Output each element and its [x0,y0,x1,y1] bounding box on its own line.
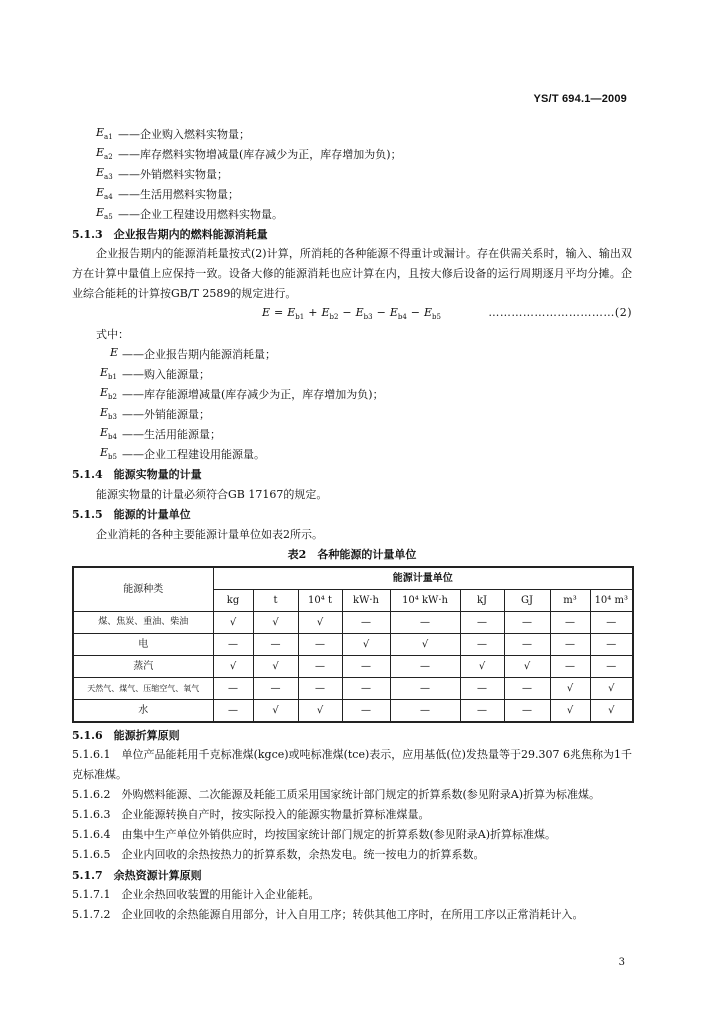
definition-item [72,124,632,144]
table-cell: — [460,700,504,723]
table-cell: — [298,634,342,656]
table-cell: — [504,612,550,634]
section-paragraph: 企业报告期内的能源消耗量按式(2)计算，所消耗的各种能源不得重计或漏计。存在供需关系时，输入、输出双方在计算中量值上应保持一致。设备大修的能源消耗也应计算在内，且按大修后设备的运行周期逐月平均分摊。企业综合能耗的计算按GB/T 2589的规定进行。 [72,247,632,300]
symbol: E [110,345,119,359]
clause-5-1-7-1: 5.1.7.1 企业余热回收装置的用能计入企业能耗。 [72,888,320,901]
table-cell: √ [390,634,460,656]
table-cell: — [213,634,253,656]
definition-item [72,184,632,204]
unit-header: kW·h [342,590,390,612]
fuel-definitions [72,124,632,224]
table-cell: — [342,700,390,723]
row-label: 电 [73,634,213,656]
section-heading-5-1-7: 5.1.7 余热资源计算原则 [72,868,202,882]
table-caption: 表2 各种能源的计量单位 [287,548,417,561]
definition-text: ——库存能源增减量(库存减少为正，库存增加为负)； [122,387,384,401]
definition-item [72,364,632,384]
clause-5-1-7-2: 5.1.7.2 企业回收的余热能源自用部分，计入自用工序；转供其他工序时，在所用工序以正常消耗计入。 [72,908,584,921]
definition-item [72,384,632,404]
unit-header: kJ [460,590,504,612]
table-cell: — [390,678,460,700]
table-cell: √ [253,656,298,678]
clause-5-1-6-1: 5.1.6.1 单位产品能耗用千克标准煤(kgce)或吨标准煤(tce)表示，应用基低(位)发热量等于29.307 6兆焦称为1千克标准煤。 [72,748,632,781]
where-label: 式中： [96,327,129,341]
page-content [72,124,632,925]
table-cell: — [298,656,342,678]
table-cell: — [460,634,504,656]
row-label: 水 [73,700,213,723]
table-cell: — [460,678,504,700]
row-label: 煤、焦炭、重油、柴油 [73,612,213,634]
symbol: $E_{b1}$ [100,365,117,382]
page-number: 3 [618,957,625,968]
table-cell: √ [213,656,253,678]
table-cell: — [253,678,298,700]
clause-5-1-6-5: 5.1.6.5 企业内回收的余热按热力的折算系数，余热发电。统一按电力的折算系数。 [72,848,485,861]
section-heading-5-1-5: 5.1.5 能源的计量单位 [72,507,191,521]
section-heading-5-1-3: 5.1.3 企业报告期内的燃料能源消耗量 [72,227,268,241]
document-id: YS/T 694.1—2009 [533,93,627,105]
table-cell: √ [298,700,342,723]
clause-5-1-6-3: 5.1.6.3 企业能源转换自产时，按实际投入的能源实物量折算标准煤量。 [72,808,430,821]
definition-text: ——企业购入燃料实物量； [118,127,250,141]
definition-item [72,144,632,164]
symbol: $E_{a1}$ [96,125,113,142]
definition-item [72,444,632,464]
table-cell: √ [213,612,253,634]
table-cell: — [342,656,390,678]
table-cell: √ [253,700,298,723]
table-cell: — [390,700,460,723]
equation-number: ……………………………(2) [488,306,632,319]
table-header-units: 能源计量单位 [213,567,633,590]
table-row [73,612,633,634]
table-row [73,634,633,656]
definition-text: ——生活用燃料实物量； [118,187,239,201]
table-cell: — [504,678,550,700]
symbol: $E_{a3}$ [96,165,113,182]
definition-text: ——外销燃料实物量； [118,167,228,181]
row-label: 蒸汽 [73,656,213,678]
table-cell: √ [253,612,298,634]
definition-text: ——生活用能源量； [122,427,221,441]
table-cell: √ [342,634,390,656]
unit-header: 10⁴ t [298,590,342,612]
formula-expression: $E = E_{b1} + E_{b2} - E_{b3} - E_{b4} - E_{b5}$ [262,306,441,322]
table-cell: — [390,656,460,678]
table-row [73,656,633,678]
symbol: $E_{a5}$ [96,205,113,222]
table-cell: — [213,700,253,723]
definition-text: ——库存燃料实物增减量(库存减少为正，库存增加为负)； [118,147,402,161]
symbol: $E_{b4}$ [100,425,117,442]
clause-5-1-6-2: 5.1.6.2 外购燃料能源、二次能源及耗能工质采用国家统计部门规定的折算系数(参见附录A)折算为标准煤。 [72,788,601,801]
section-text: 企业消耗的各种主要能源计量单位如表2所示。 [96,527,323,541]
table-cell: — [504,700,550,723]
symbol: $E_{b5}$ [100,445,117,462]
section-heading-5-1-4: 5.1.4 能源实物量的计量 [72,467,202,481]
definition-text: ——企业工程建设用燃料实物量。 [118,207,283,221]
definition-item [72,204,632,224]
table-cell: √ [298,612,342,634]
definition-text: ——外销能源量； [122,407,210,421]
definition-text: ——企业报告期内能源消耗量； [122,347,276,361]
unit-header: GJ [504,590,550,612]
table-cell: — [550,634,590,656]
row-label: 天然气、煤气、压缩空气、氧气 [73,678,213,700]
symbol: $E_{b3}$ [100,405,117,422]
table-cell: — [550,612,590,634]
symbol: $E_{b2}$ [100,385,117,402]
table-cell: √ [590,678,633,700]
table-cell: √ [504,656,550,678]
definition-item [72,344,632,364]
table-row [73,678,633,700]
energy-definitions [72,344,632,464]
section-heading-5-1-6: 5.1.6 能源折算原则 [72,728,180,742]
unit-header: 10⁴ m³ [590,590,633,612]
formula-2 [72,304,632,324]
table-cell: — [298,678,342,700]
table-cell: — [213,678,253,700]
table-cell: √ [550,700,590,723]
section-text: 能源实物量的计量必须符合GB 17167的规定。 [96,487,328,501]
table-cell: √ [550,678,590,700]
definition-item [72,404,632,424]
symbol: $E_{a4}$ [96,185,113,202]
unit-header: kg [213,590,253,612]
unit-header: t [253,590,298,612]
table-cell: — [504,634,550,656]
definition-item [72,424,632,444]
table-cell: √ [460,656,504,678]
symbol: $E_{a2}$ [96,145,113,162]
table-cell: — [390,612,460,634]
table-cell: — [253,634,298,656]
unit-header: m³ [550,590,590,612]
definition-text: ——购入能源量； [122,367,210,381]
energy-units-table [72,566,634,723]
table-cell: √ [590,700,633,723]
table-cell: — [550,656,590,678]
definition-text: ——企业工程建设用能源量。 [122,447,265,461]
table-cell: — [590,656,633,678]
table-cell: — [342,612,390,634]
table-cell: — [590,634,633,656]
table-cell: — [590,612,633,634]
table-cell: — [460,612,504,634]
definition-item [72,164,632,184]
table-row [73,700,633,723]
clause-5-1-6-4: 5.1.6.4 由集中生产单位外销供应时，均按国家统计部门规定的折算系数(参见附录A)折算标准煤。 [72,828,557,841]
unit-header: 10⁴ kW·h [390,590,460,612]
table-header-energy-type: 能源种类 [73,567,213,612]
table-cell: — [342,678,390,700]
